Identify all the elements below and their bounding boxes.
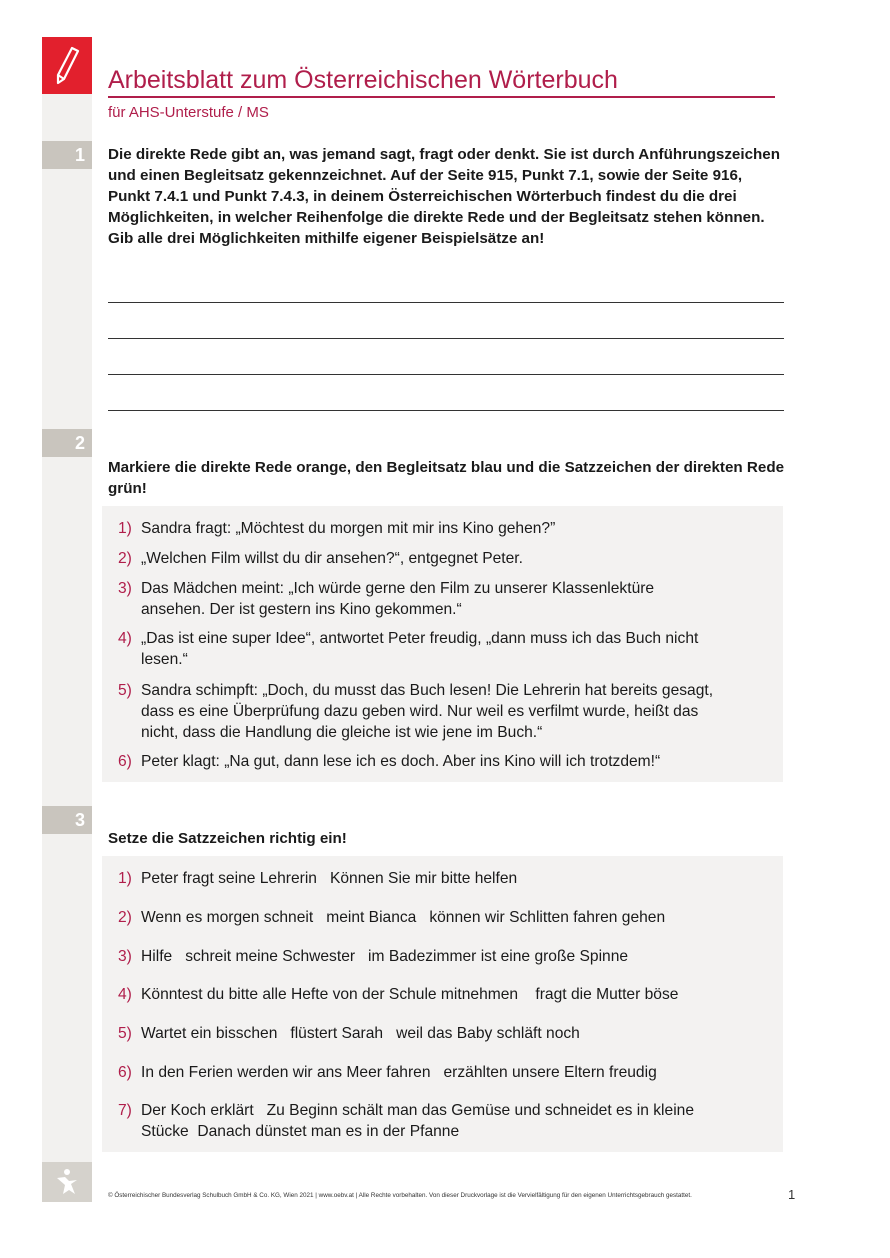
answer-line[interactable] [108, 302, 784, 303]
answer-line[interactable] [108, 374, 784, 375]
task-instruction: Markiere die direkte Rede orange, den Begleitsatz blau und die Satzzeichen der direkten Rede grün! [108, 459, 785, 497]
list-item [120, 578, 760, 620]
task-number-badge: 1 [42, 141, 92, 169]
item-number: 4) [118, 630, 132, 647]
item-number: 5) [118, 1025, 132, 1042]
task-number-badge: 3 [42, 806, 92, 834]
item-number: 6) [118, 753, 132, 770]
list-item [120, 751, 760, 772]
exercise-box [102, 506, 783, 782]
item-number: 3) [118, 580, 132, 597]
list-item [120, 868, 760, 889]
answer-line[interactable] [108, 338, 784, 339]
copyright-notice: © Österreichischer Bundesverlag Schulbuch GmbH & Co. KG, Wien 2021 | www.oebv.at | Alle Rechte vorbehalten. Von dieser Druckvorlage ist die Vervielfältigung für den eigenen Unterrichtsgebrauch gestattet. [108, 1192, 692, 1199]
task-number-badge: 2 [42, 429, 92, 457]
page-title: Arbeitsblatt zum Österreichischen Wörterbuch [108, 64, 775, 98]
item-text: „Das ist eine super Idee“, antwortet Peter freudig, „dann muss ich das Buch nicht lesen.“ [141, 630, 699, 668]
sidebar-strip [42, 94, 92, 1164]
list-item [120, 1100, 760, 1142]
page-subtitle: für AHS-Unterstufe / MS [108, 104, 269, 121]
item-text: Peter fragt seine Lehrerin Können Sie mir bitte helfen [141, 870, 518, 887]
item-number: 3) [118, 948, 132, 965]
item-text: Sandra schimpft: „Doch, du musst das Buch lesen! Die Lehrerin hat bereits gesagt, dass es eine Überprüfung dazu geben wird. Nur weil es verfilmt wurde, heißt das nicht, dass die Handlung die gleiche ist wie jene im Buch.“ [141, 682, 714, 741]
list-item [120, 907, 760, 928]
item-text: Das Mädchen meint: „Ich würde gerne den Film zu unserer Klassenlektüre ansehen. Der ist gestern ins Kino gekommen.“ [141, 580, 655, 618]
list-item [120, 680, 760, 743]
item-number: 1) [118, 520, 132, 537]
answer-line[interactable] [108, 410, 784, 411]
list-item [120, 628, 760, 670]
item-text: Der Koch erklärt Zu Beginn schält man das Gemüse und schneidet es in kleine Stücke Danach dünstet man es in der Pfanne [141, 1102, 694, 1140]
item-number: 4) [118, 986, 132, 1003]
item-number: 2) [118, 550, 132, 567]
item-text: Peter klagt: „Na gut, dann lese ich es doch. Aber ins Kino will ich trotzdem!“ [141, 753, 661, 770]
item-text: Hilfe schreit meine Schwester im Badezimmer ist eine große Spinne [141, 948, 629, 965]
item-text: Wartet ein bisschen flüstert Sarah weil das Baby schläft noch [141, 1025, 580, 1042]
item-text: „Welchen Film willst du dir ansehen?“, entgegnet Peter. [141, 550, 523, 567]
list-item [120, 548, 760, 569]
item-number: 1) [118, 870, 132, 887]
item-text: In den Ferien werden wir ans Meer fahren erzählten unsere Eltern freudig [141, 1064, 657, 1081]
item-number: 5) [118, 682, 132, 699]
publisher-logo [42, 1162, 92, 1202]
item-text: Wenn es morgen schneit meint Bianca können wir Schlitten fahren gehen [141, 909, 666, 926]
task-instruction: Die direkte Rede gibt an, was jemand sagt, fragt oder denkt. Sie ist durch Anführungszeichen und einen Begleitsatz gekennzeichnet. Auf der Seite 915, Punkt 7.1, sowie der Seite 916, Punkt 7.4.1 und Punkt 7.4.3, in deinem Österreichischen Wörterbuch findest du die drei Möglichkeiten, in welcher Reihenfolge die direkte Rede und der Begleitsatz stehen können. Gib alle drei Möglichkeiten mithilfe eigener Beispielsätze an! [108, 146, 781, 247]
page-number: 1 [788, 1187, 796, 1202]
item-number: 2) [118, 909, 132, 926]
item-number: 7) [118, 1102, 132, 1119]
list-item [120, 1023, 760, 1044]
list-item [120, 518, 760, 539]
publisher-figure-icon [55, 1168, 79, 1196]
exercise-box [102, 856, 783, 1152]
task-instruction: Setze die Satzzeichen richtig ein! [108, 830, 347, 847]
list-item [120, 1062, 760, 1083]
item-text: Sandra fragt: „Möchtest du morgen mit mir ins Kino gehen?” [141, 520, 556, 537]
worksheet-logo [42, 37, 92, 94]
pencil-icon [54, 45, 80, 85]
list-item [120, 946, 760, 967]
item-text: Könntest du bitte alle Hefte von der Schule mitnehmen fragt die Mutter böse [141, 986, 679, 1003]
list-item [120, 984, 760, 1005]
item-number: 6) [118, 1064, 132, 1081]
